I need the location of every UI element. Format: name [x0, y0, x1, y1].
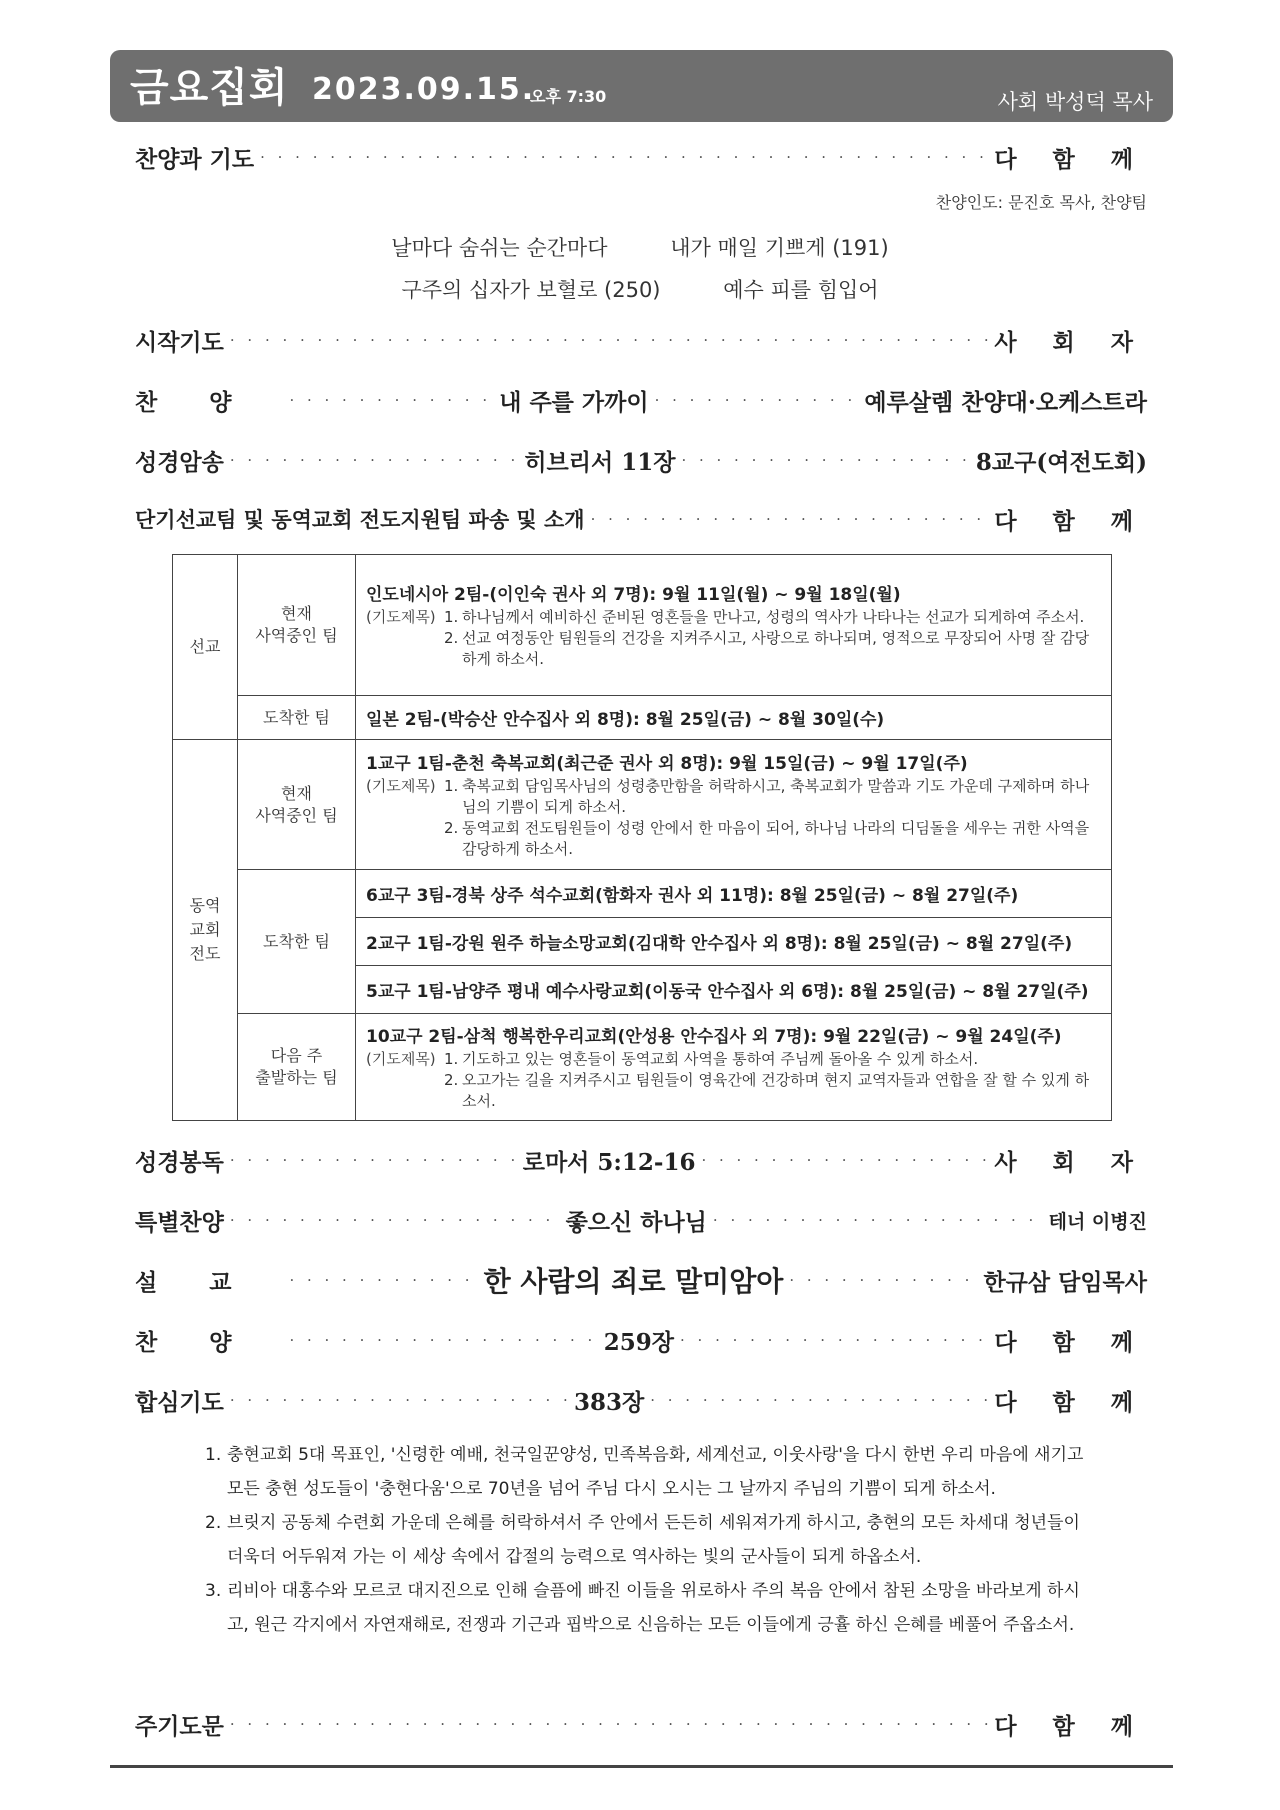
song-title: 구주의 십자가 보혈로 (250) [401, 278, 661, 302]
order-row-hymn [135, 380, 1147, 420]
order-row-lords-prayer [135, 1704, 1147, 1744]
song-title: 예수 피를 힘입어 [723, 278, 879, 302]
order-item: 383장 [573, 1388, 645, 1416]
song-title: 날마다 숨쉬는 순간마다 [391, 236, 608, 260]
leader-dots [289, 1271, 477, 1289]
prayer-notes [205, 1438, 1085, 1642]
prayer-label: (기도제목) [366, 608, 436, 626]
order-leader: 사 회 자 [994, 1148, 1147, 1176]
prayer-item: 선교 여정동안 팀원들의 건강을 지켜주시고, 사랑으로 하나되며, 영적으로 무장되어 사명 잘 감당하게 하소서. [462, 629, 1090, 668]
leader-dots [230, 1391, 568, 1409]
team-title: 일본 2팀-(박승산 안수집사 외 8명): 8월 25일(금) ~ 8월 30일(수) [366, 710, 885, 730]
order-item: 로마서 5:12-16 [522, 1148, 696, 1176]
team-cell [356, 966, 1112, 1014]
sub-current-teams: 현재 사역중인 팀 [238, 555, 356, 696]
order-item: 내 주를 가까이 [499, 388, 649, 416]
sub-current-teams: 현재 사역중인 팀 [238, 740, 356, 870]
team-title: 10교구 2팀-삼척 행복한우리교회(안성용 안수집사 외 7명): 9월 22일(금) ~ 9월 24일(주) [366, 1027, 1062, 1047]
order-label: 시작기도 [135, 328, 224, 356]
leader-dots [789, 1271, 977, 1289]
order-label: 성경봉독 [135, 1148, 224, 1176]
order-label: 찬양 [135, 388, 284, 416]
leader-dots [680, 1331, 988, 1349]
category-mission: 선교 [173, 555, 238, 740]
team-title: 1교구 1팀-춘천 축복교회(최근준 권사 외 8명): 9월 15일(금) ~ 9월 17일(주) [366, 754, 968, 774]
sub-arrived-teams: 도착한 팀 [238, 870, 356, 1014]
order-label: 주기도문 [135, 1712, 224, 1740]
prayer-topics: (기도제목) 1. 축복교회 담임목사님의 성령충만함을 허락하시고, 축복교회가 말씀과 기도 가운데 구제하며 하나님의 기쁨이 되게 하소서. 2. 동역교회 전도팀원들이 성령 안에서 한 마음이 되어, 하나님 나라의 디딤돌을 세우는 귀한 사역을 감당하게 하소서. [366, 776, 1101, 860]
leader-dots [591, 510, 989, 528]
sub-arrived-teams: 도착한 팀 [238, 696, 356, 740]
prayer-item: 기도하고 있는 영혼들이 동역교회 사역을 통하여 주님께 돌아올 수 있게 하소서. [462, 1050, 979, 1068]
prayer-item: 오고가는 길을 지켜주시고 팀원들이 영육간에 건강하며 현지 교역자들과 연합을 잘 할 수 있게 하소서. [462, 1071, 1090, 1110]
team-cell [356, 696, 1112, 740]
prayer-item: 동역교회 전도팀원들이 성령 안에서 한 마음이 되어, 하나님 나라의 디딤돌을 세우는 귀한 사역을 감당하게 하소서. [462, 819, 1090, 858]
order-leader: 테너 이병진 [1048, 1210, 1147, 1233]
team-title: 6교구 3팀-경북 상주 석수교회(함화자 권사 외 11명): 8월 25일(금) ~ 8월 27일(주) [366, 886, 1019, 906]
order-row-scripture-recitation [135, 440, 1147, 480]
bottom-divider [110, 1765, 1173, 1768]
order-leader: 다 함 께 [994, 507, 1147, 535]
prayer-note: 1. 충현교회 5대 목표인, '신령한 예배, 천국일꾼양성, 민족복음화, 세계선교, 이웃사랑'을 다시 한번 우리 마음에 새기고 모든 충현 성도들이 '충현다움'으로 70년을 넘어 주님 다시 오시는 그 날까지 주님의 기쁨이 되게 하소서. [205, 1445, 1084, 1499]
mission-teams-table [172, 554, 1112, 1121]
service-time: 오후 7:30 [530, 87, 607, 106]
prayer-label: (기도제목) [366, 777, 436, 795]
prayer-note: 3. 리비아 대홍수와 모르코 대지진으로 인해 슬픔에 빠진 이들을 위로하사 주의 복음 안에서 참된 소망을 바라보게 하시고, 원근 각지에서 자연재해로, 전쟁과 기근과 핍박으로 신음하는 모든 이들에게 긍휼 하신 은혜를 베풀어 주옵소서. [205, 1581, 1080, 1635]
prayer-topics: (기도제목) 1. 하나님께서 예비하신 준비된 영혼들을 만나고, 성령의 역사가 나타나는 선교가 되게하여 주소서. 2. 선교 여정동안 팀원들의 건강을 지켜주시고, 사랑으로 하나되며, 영적으로 무장되어 사명 잘 감당하게 하소서. [366, 607, 1101, 670]
order-row-hymn-2 [135, 1320, 1147, 1360]
leader-dots [681, 451, 969, 469]
service-title: 금요집회 [130, 65, 289, 111]
order-label: 설교 [135, 1268, 284, 1296]
order-row-unison-prayer [135, 1380, 1147, 1420]
order-label: 찬양과 기도 [135, 145, 255, 173]
leader-dots [230, 1715, 988, 1733]
order-leader: 다 함 께 [994, 1712, 1147, 1740]
prayer-item: 하나님께서 예비하신 준비된 영혼들을 만나고, 성령의 역사가 나타나는 선교가 되게하여 주소서. [462, 608, 1085, 626]
leader-dots [655, 391, 859, 409]
order-row-opening-prayer [135, 320, 1147, 360]
song-title: 내가 매일 기쁘게 (191) [670, 236, 889, 260]
leader-dots [713, 1211, 1043, 1229]
order-label: 합심기도 [135, 1388, 224, 1416]
leader-dots [260, 148, 988, 166]
prayer-label: (기도제목) [366, 1050, 436, 1068]
order-row-praise-prayer [135, 137, 1147, 177]
sub-next-teams: 다음 주 출발하는 팀 [238, 1014, 356, 1121]
order-leader: 다 함 께 [994, 145, 1147, 173]
order-leader: 다 함 께 [994, 1388, 1147, 1416]
leader-dots [289, 391, 493, 409]
service-host: 사회 박성덕 목사 [997, 90, 1153, 114]
order-leader: 8교구(여전도회) [975, 448, 1147, 476]
leader-dots [289, 1331, 597, 1349]
prayer-note: 2. 브릿지 공동체 수련회 가운데 은혜를 허락하셔서 주 안에서 든든히 세워져가게 하시고, 충현의 모든 차세대 청년들이 더욱더 어두워져 가는 이 세상 속에서 갑절의 능력으로 역사하는 빛의 군사들이 되게 하옵소서. [205, 1513, 1080, 1567]
leader-dots [230, 1151, 517, 1169]
order-item: 좋으신 하나님 [565, 1208, 707, 1236]
song-list-line-1 [0, 232, 1280, 262]
order-leader: 다 함 께 [994, 1328, 1147, 1356]
order-leader: 사 회 자 [994, 328, 1147, 356]
leader-dots [650, 1391, 988, 1409]
sermon-title: 한 사람의 죄로 말미암아 [483, 1265, 784, 1298]
team-title: 5교구 1팀-남양주 평내 예수사랑교회(이동국 안수집사 외 6명): 8월 25일(금) ~ 8월 27일(주) [366, 982, 1089, 1002]
order-label: 단기선교팀 및 동역교회 전도지원팀 파송 및 소개 [135, 507, 585, 532]
prayer-item: 축복교회 담임목사님의 성령충만함을 허락하시고, 축복교회가 말씀과 기도 가운데 구제하며 하나님의 기쁨이 되게 하소서. [462, 777, 1090, 816]
team-cell [356, 555, 1112, 696]
song-list-line-2 [0, 274, 1280, 304]
order-row-special-music [135, 1200, 1147, 1240]
order-item: 259장 [603, 1328, 674, 1356]
team-title: 2교구 1팀-강원 원주 하늘소망교회(김대학 안수집사 외 8명): 8월 25일(금) ~ 8월 27일(주) [366, 934, 1073, 954]
leader-dots [230, 331, 988, 349]
team-cell [356, 1014, 1112, 1121]
order-row-sermon [135, 1260, 1147, 1300]
order-leader: 한규삼 담임목사 [983, 1268, 1147, 1296]
leader-dots [230, 451, 518, 469]
team-cell [356, 740, 1112, 870]
praise-credit: 찬양인도: 문진호 목사, 찬양팀 [935, 193, 1147, 212]
prayer-topics: (기도제목) 1. 기도하고 있는 영혼들이 동역교회 사역을 통하여 주님께 돌아올 수 있게 하소서. 2. 오고가는 길을 지켜주시고 팀원들이 영육간에 건강하며 현지 교역자들과 연합을 잘 할 수 있게 하소서. [366, 1049, 1101, 1112]
header-bar [110, 50, 1173, 122]
leader-dots [230, 1211, 560, 1229]
order-row-scripture-reading [135, 1140, 1147, 1180]
category-partner-church: 동역 교회 전도 [173, 740, 238, 1121]
order-leader: 예루살렘 찬양대·오케스트라 [864, 388, 1147, 416]
order-item: 히브리서 11장 [524, 448, 676, 476]
order-label: 성경암송 [135, 448, 224, 476]
service-date: 2023.09.15. [312, 72, 536, 107]
leader-dots [701, 1151, 988, 1169]
order-label: 특별찬양 [135, 1208, 224, 1236]
order-row-mission-teams [135, 499, 1147, 539]
team-cell [356, 918, 1112, 966]
team-title: 인도네시아 2팀-(이인숙 권사 외 7명): 9월 11일(월) ~ 9월 18일(월) [366, 585, 901, 605]
team-cell [356, 870, 1112, 918]
order-label: 찬양 [135, 1328, 284, 1356]
